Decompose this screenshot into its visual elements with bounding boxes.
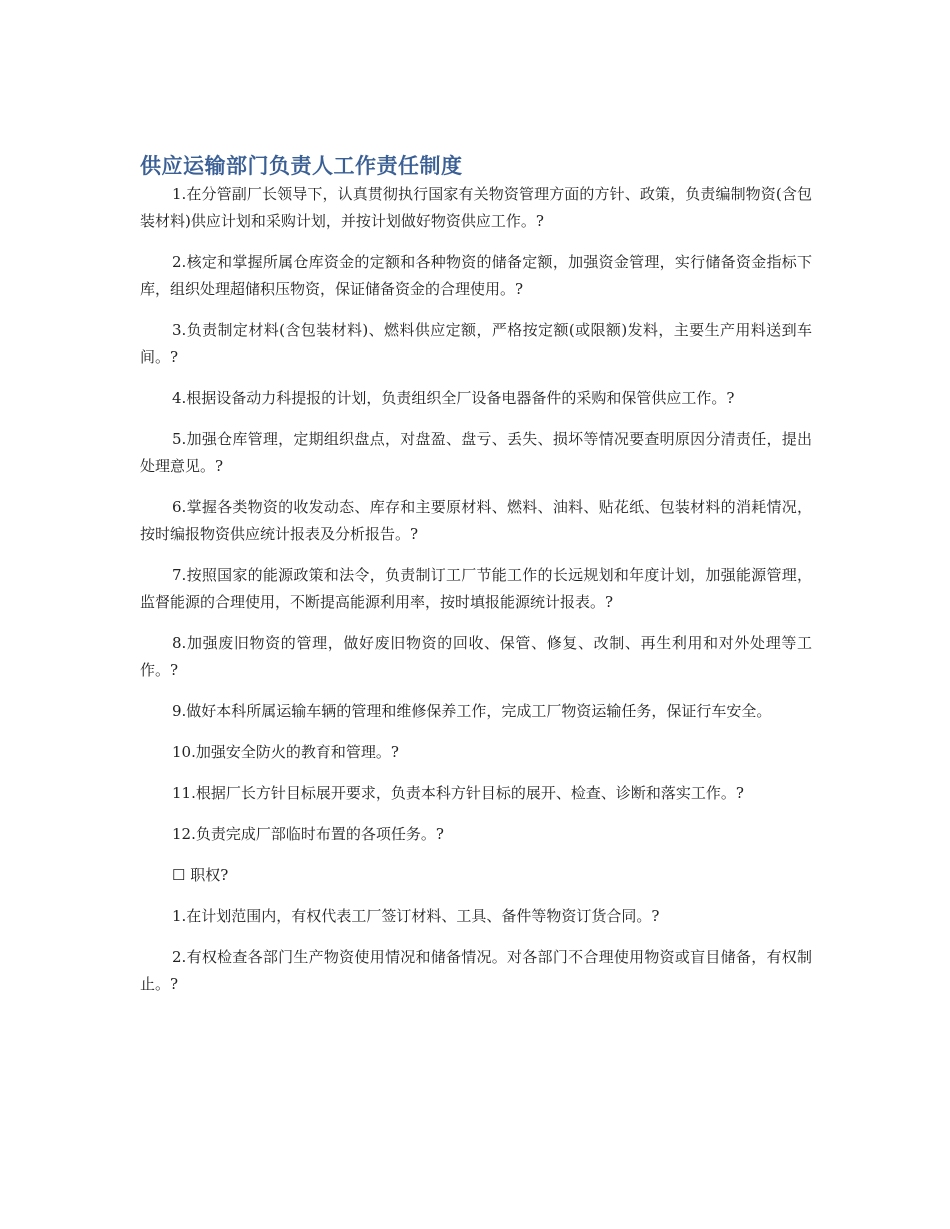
paragraph-duty-4: 4.根据设备动力科提报的计划，负责组织全厂设备电器备件的采购和保管供应工作。? <box>172 389 735 407</box>
paragraph-duty-5: 5.加强仓库管理，定期组织盘点，对盘盈、盘亏、丢失、损坏等情况要查明原因分清责任，提出处理意见。? <box>140 430 812 475</box>
paragraph-duty-8: 8.加强废旧物资的管理，做好废旧物资的回收、保管、修复、改制、再生利用和对外处理等工作。? <box>140 634 812 679</box>
paragraph-authority-2: 2.有权检查各部门生产物资使用情况和储备情况。对各部门不合理使用物资或盲目储备，有权制止。? <box>140 948 812 993</box>
paragraph-duty-3: 3.负责制定材料(含包装材料)、燃料供应定额，严格按定额(或限额)发料，主要生产用料送到车间。? <box>140 321 812 366</box>
paragraph-duty-1: 1.在分管副厂长领导下，认真贯彻执行国家有关物资管理方面的方针、政策，负责编制物资(含包装材料)供应计划和采购计划，并按计划做好物资供应工作。? <box>140 185 812 230</box>
paragraph-duty-10: 10.加强安全防火的教育和管理。? <box>172 743 399 761</box>
document-body <box>140 181 812 1012</box>
paragraph-duty-2: 2.核定和掌握所属仓库资金的定额和各种物资的储备定额，加强资金管理，实行储备资金指标下库，组织处理超储积压物资，保证储备资金的合理使用。? <box>140 253 812 298</box>
paragraph-authority-1: 1.在计划范围内，有权代表工厂签订材料、工具、备件等物资订货合同。? <box>172 907 660 925</box>
paragraph-duty-9: 9.做好本科所属运输车辆的管理和维修保养工作，完成工厂物资运输任务，保证行车安全。 <box>172 702 772 720</box>
paragraph-duty-7: 7.按照国家的能源政策和法令，负责制订工厂节能工作的长远规划和年度计划，加强能源管理，监督能源的合理使用，不断提高能源利用率，按时填报能源统计报表。? <box>140 566 812 611</box>
paragraph-duty-11: 11.根据厂长方针目标展开要求，负责本科方针目标的展开、检查、诊断和落实工作。? <box>172 784 744 802</box>
document-title: 供应运输部门负责人工作责任制度 <box>140 154 463 178</box>
section-heading-authority: ☐ 职权? <box>172 866 229 884</box>
paragraph-duty-6: 6.掌握各类物资的收发动态、库存和主要原材料、燃料、油料、贴花纸、包装材料的消耗情况，按时编报物资供应统计报表及分析报告。? <box>140 498 812 543</box>
paragraph-duty-12: 12.负责完成厂部临时布置的各项任务。? <box>172 825 444 843</box>
